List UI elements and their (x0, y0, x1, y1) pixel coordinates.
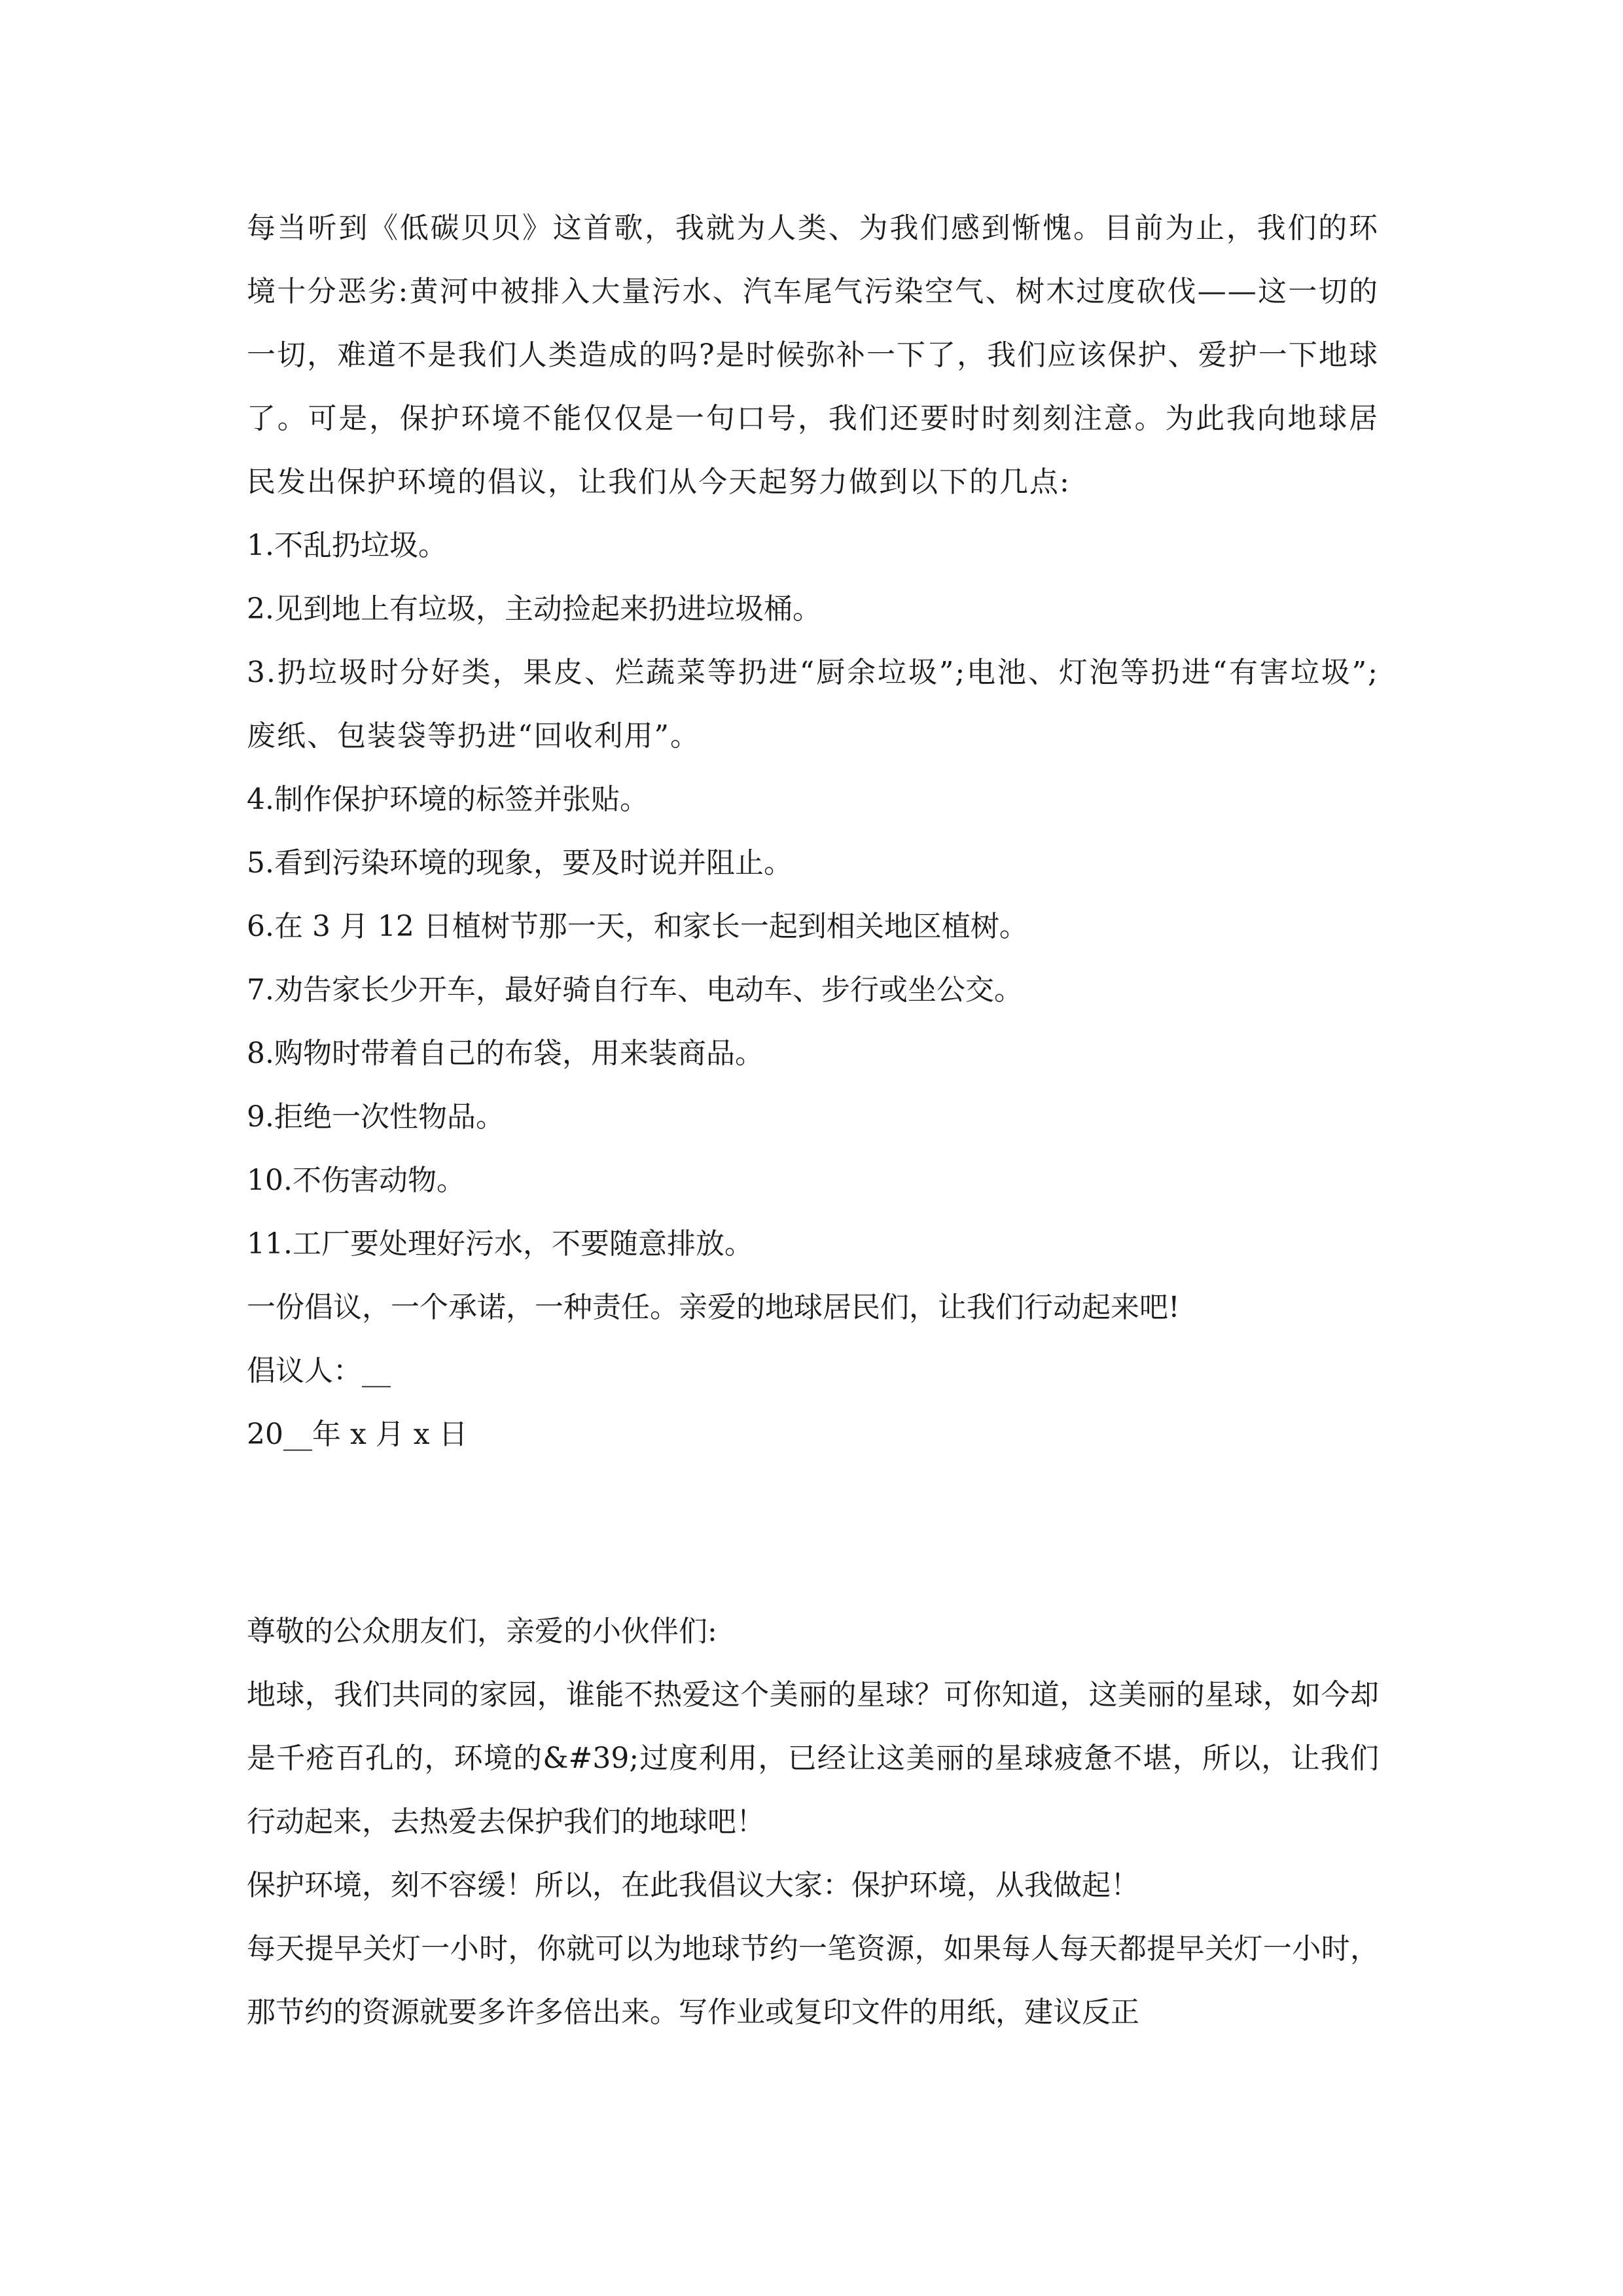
list-item-9: 9.拒绝一次性物品。 (247, 1100, 505, 1134)
proposal-section-1 (247, 196, 1379, 1466)
list-item-1: 1.不乱扔垃圾。 (247, 529, 447, 562)
body-paragraph-3: 每天提早关灯一小时，你就可以为地球节约一笔资源，如果每人每天都提早关灯一小时，那节约的资源就要多许多倍出来。写作业或复印文件的用纸，建议反正 (247, 1932, 1379, 2029)
greeting-line: 尊敬的公众朋友们，亲爱的小伙伴们: (247, 1615, 717, 1648)
body-paragraph-2: 保护环境，刻不容缓！所以，在此我倡议大家：保护环境，从我做起！ (247, 1869, 1139, 1902)
list-item-6: 6.在 3 月 12 日植树节那一天，和家长一起到相关地区植树。 (247, 910, 1028, 943)
proposal-section-2 (247, 1600, 1379, 2044)
list-item-5: 5.看到污染环境的现象，要及时说并阻止。 (247, 846, 793, 880)
list-item-10: 10.不伤害动物。 (247, 1164, 465, 1197)
list-item-11: 11.工厂要处理好污水，不要随意排放。 (247, 1227, 753, 1261)
list-item-3: 3.扔垃圾时分好类，果皮、烂蔬菜等扔进“厨余垃圾”;电池、灯泡等扔进“有害垃圾”;废纸、包装袋等扔进“回收利用”。 (247, 656, 1379, 753)
signer-line: 倡议人：__ (247, 1354, 391, 1388)
list-item-7: 7.劝告家长少开车，最好骑自行车、电动车、步行或坐公交。 (247, 973, 1023, 1007)
list-item-8: 8.购物时带着自己的布袋，用来装商品。 (247, 1037, 764, 1070)
date-line: 20__年 x 月 x 日 (247, 1418, 468, 1451)
list-item-2: 2.见到地上有垃圾，主动捡起来扔进垃圾桶。 (247, 592, 821, 626)
body-paragraph-1: 地球，我们共同的家园，谁能不热爱这个美丽的星球？可你知道，这美丽的星球，如今却是千疮百孔的，环境的&#39;过度利用，已经让这美丽的星球疲惫不堪，所以，让我们行动起来，去热爱去保护我们的地球吧！ (247, 1678, 1379, 1839)
closing-line: 一份倡议，一个承诺，一种责任。亲爱的地球居民们，让我们行动起来吧! (247, 1291, 1180, 1324)
intro-paragraph: 每当听到《低碳贝贝》这首歌，我就为人类、为我们感到惭愧。目前为止，我们的环境十分恶劣:黄河中被排入大量污水、汽车尾气污染空气、树木过度砍伐——这一切的一切，难道不是我们人类造成的吗?是时候弥补一下了，我们应该保护、爱护一下地球了。可是，保护环境不能仅仅是一句口号，我们还要时时刻刻注意。为此我向地球居民发出保护环境的倡议，让我们从今天起努力做到以下的几点: (247, 211, 1379, 499)
list-item-4: 4.制作保护环境的标签并张贴。 (247, 783, 649, 816)
